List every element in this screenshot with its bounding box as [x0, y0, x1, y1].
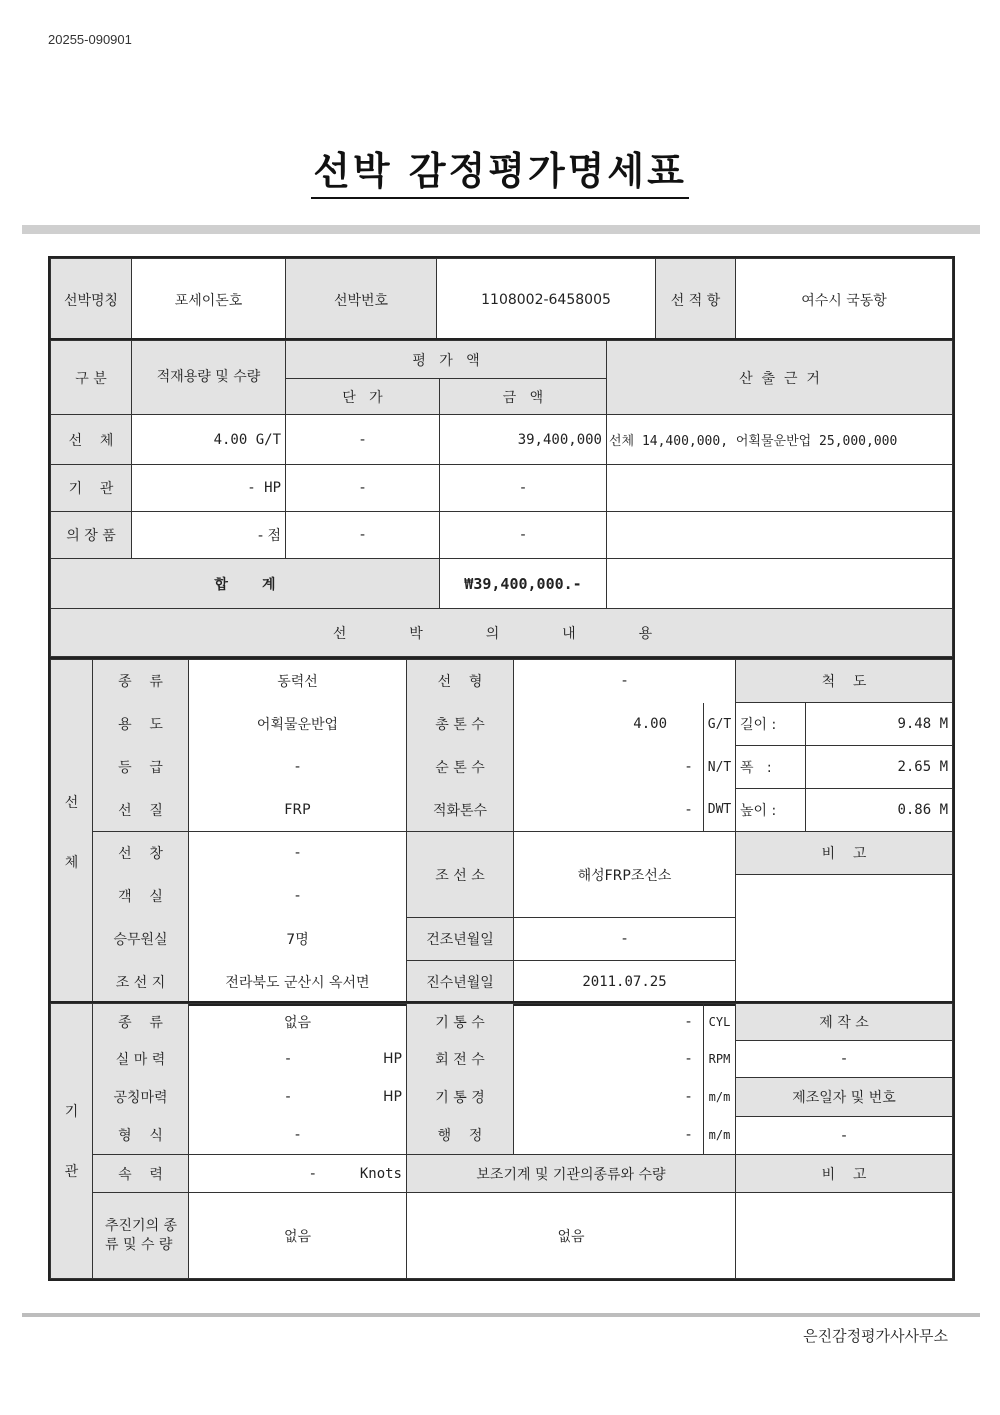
hold-value: -	[189, 832, 407, 875]
gross-tonnage-label: 총 톤 수	[407, 703, 514, 746]
grade-label: 등 급	[93, 746, 189, 789]
actual-hp-cell	[189, 1041, 407, 1078]
hull-remark-label: 비 고	[736, 832, 953, 875]
stroke-unit: m/m	[704, 1117, 736, 1155]
stroke-label: 행 정	[407, 1117, 514, 1155]
ship-number: 1108002-6458005	[437, 259, 656, 341]
amount-value: -	[440, 512, 607, 559]
actual-hp-unit: HP	[383, 1051, 402, 1067]
basis-header: 산 출 근 거	[607, 341, 953, 415]
length-label: 길이 :	[736, 703, 806, 746]
built-date-label: 건조년월일	[407, 918, 514, 961]
amount-value: -	[440, 465, 607, 512]
engine-table	[50, 1003, 953, 1279]
net-tonnage-label: 순 톤 수	[407, 746, 514, 789]
amount-value: 39,400,000	[440, 415, 607, 465]
shape-value: -	[514, 660, 736, 703]
hull-side-label: 선 체	[51, 660, 93, 1004]
valuation-row-equipment	[51, 512, 953, 559]
actual-hp-label: 실 마 력	[93, 1041, 189, 1078]
maker-value: -	[736, 1041, 953, 1078]
use-label: 용 도	[93, 703, 189, 746]
row-label: 선 체	[51, 415, 132, 465]
built-date-value: -	[514, 918, 736, 961]
valuation-detail-table	[50, 340, 953, 657]
width-label: 폭 :	[736, 746, 806, 789]
build-location-value: 전라북도 군산시 옥서면	[189, 961, 407, 1004]
propeller-value: 없음	[189, 1193, 407, 1279]
document-id: 20255-090901	[48, 32, 132, 47]
engine-side-label: 기 관	[51, 1004, 93, 1279]
hull-table	[50, 659, 953, 1004]
cabin-value: -	[189, 875, 407, 918]
launch-date-label: 진수년월일	[407, 961, 514, 1004]
page-title: 선박 감정평가명세표	[0, 140, 1000, 195]
deadweight-unit: DWT	[704, 789, 736, 832]
ship-number-label: 선박번호	[286, 259, 437, 341]
crew-value: 7명	[189, 918, 407, 961]
valuation-total-row	[51, 559, 953, 609]
deadweight-label: 적화톤수	[407, 789, 514, 832]
engine-type-label: 종 류	[93, 1004, 189, 1041]
engine-form-label: 형 식	[93, 1117, 189, 1155]
port: 여수시 국동항	[736, 259, 953, 341]
manufacture-value: -	[736, 1117, 953, 1155]
office-name: 은진감정평가사사무소	[803, 1327, 948, 1345]
content-header: 선 박 의 내 용	[51, 609, 953, 657]
cylinders-label: 기 통 수	[407, 1004, 514, 1041]
maker-label: 제 작 소	[736, 1004, 953, 1041]
net-tonnage-unit: N/T	[704, 746, 736, 789]
hull-remark-value	[736, 875, 953, 1004]
basis-value: 선체 14,400,000, 어획물운반업 25,000,000	[607, 415, 953, 465]
bore-value: -	[514, 1078, 704, 1117]
footer-divider	[22, 1313, 980, 1317]
type-value: 동력선	[189, 660, 407, 703]
height-label: 높이 :	[736, 789, 806, 832]
header-row	[51, 259, 953, 341]
value-header: 평 가 액	[286, 341, 607, 379]
deadweight-value: -	[514, 789, 704, 832]
material-value: FRP	[189, 789, 407, 832]
gross-tonnage-unit: G/T	[704, 703, 736, 746]
manufacture-label: 제조일자 및 번호	[736, 1078, 953, 1117]
capacity-value: 4.00 G/T	[132, 415, 286, 465]
length-value: 9.48 M	[806, 703, 953, 746]
bore-unit: m/m	[704, 1078, 736, 1117]
engine-type-value: 없음	[189, 1004, 407, 1041]
row-label: 기 관	[51, 465, 132, 512]
rpm-unit: RPM	[704, 1041, 736, 1078]
total-label: 합 계	[51, 559, 440, 609]
launch-date-value: 2011.07.25	[514, 961, 736, 1004]
speed-unit: Knots	[359, 1165, 402, 1182]
unit-price-header: 단 가	[286, 379, 440, 415]
amount-header: 금 액	[440, 379, 607, 415]
basis-value	[607, 512, 953, 559]
divider-band	[22, 225, 980, 234]
type-label: 종 류	[93, 660, 189, 703]
unit-price-value: -	[286, 512, 440, 559]
unit-price-value: -	[286, 415, 440, 465]
nominal-hp-unit: HP	[383, 1089, 402, 1105]
total-amount: ₩39,400,000.-	[440, 559, 607, 609]
ship-name: 포세이돈호	[132, 259, 286, 341]
hold-label: 선 창	[93, 832, 189, 875]
row-label: 의 장 품	[51, 512, 132, 559]
capacity-value: - HP	[132, 465, 286, 512]
gross-tonnage-value: 4.00	[514, 703, 704, 746]
grade-value: -	[189, 746, 407, 789]
speed-cell	[189, 1155, 407, 1193]
speed-label: 속 력	[93, 1155, 189, 1193]
bore-label: 기 통 경	[407, 1078, 514, 1117]
total-basis	[607, 559, 953, 609]
port-label: 선 적 항	[656, 259, 736, 341]
capacity-header: 적재용량 및 수량	[132, 341, 286, 415]
engine-form-value: -	[189, 1117, 407, 1155]
ship-name-label: 선박명칭	[51, 259, 132, 341]
stroke-value: -	[514, 1117, 704, 1155]
nominal-hp-value: -	[285, 1089, 291, 1105]
speed-value: -	[310, 1165, 316, 1182]
category-header: 구 분	[51, 341, 132, 415]
cylinders-value: -	[514, 1004, 704, 1041]
shipyard-label: 조 선 소	[407, 832, 514, 918]
build-location-label: 조 선 지	[93, 961, 189, 1004]
actual-hp-value: -	[285, 1051, 291, 1067]
auxiliary-value: 없음	[407, 1193, 736, 1279]
rpm-label: 회 전 수	[407, 1041, 514, 1078]
use-value: 어획물운반업	[189, 703, 407, 746]
nominal-hp-cell	[189, 1078, 407, 1117]
engine-remark-value	[736, 1193, 953, 1279]
nominal-hp-label: 공칭마력	[93, 1078, 189, 1117]
valuation-table	[50, 258, 953, 341]
cabin-label: 객 실	[93, 875, 189, 918]
net-tonnage-value: -	[514, 746, 704, 789]
cylinders-unit: CYL	[704, 1004, 736, 1041]
material-label: 선 질	[93, 789, 189, 832]
capacity-value: - 점	[132, 512, 286, 559]
engine-remark-label: 비 고	[736, 1155, 953, 1193]
height-value: 0.86 M	[806, 789, 953, 832]
valuation-row-hull	[51, 415, 953, 465]
basis-value	[607, 465, 953, 512]
auxiliary-label: 보조기계 및 기관의종류와 수량	[407, 1155, 736, 1193]
dimension-header: 척 도	[736, 660, 953, 703]
shape-label: 선 형	[407, 660, 514, 703]
shipyard-value: 해성FRP조선소	[514, 832, 736, 918]
rpm-value: -	[514, 1041, 704, 1078]
width-value: 2.65 M	[806, 746, 953, 789]
crew-label: 승무원실	[93, 918, 189, 961]
propeller-label: 추진기의 종 류 및 수 량	[93, 1193, 189, 1279]
unit-price-value: -	[286, 465, 440, 512]
valuation-row-engine	[51, 465, 953, 512]
